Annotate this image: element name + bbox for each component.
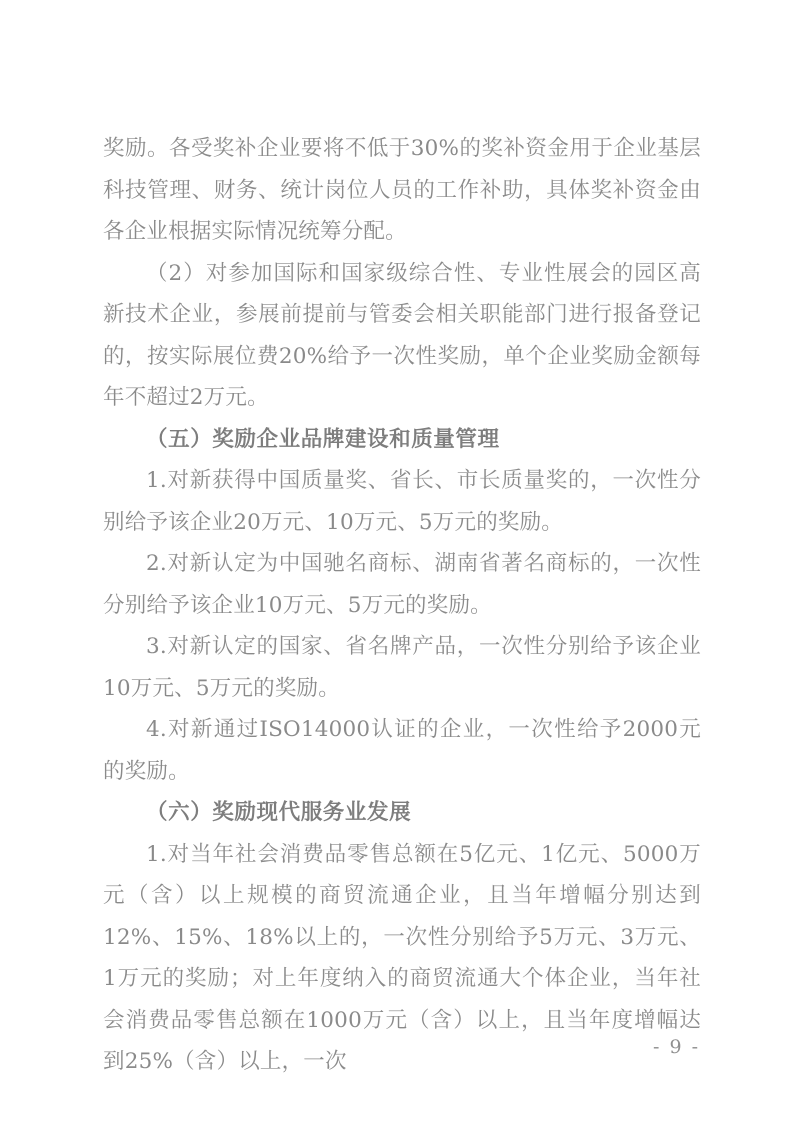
- paragraph-item-1-quality-award: 1.对新获得中国质量奖、省长、市长质量奖的，一次性分别给予该企业20万元、10万元、5万元的奖励。: [103, 468, 701, 535]
- section-heading-six: （六）奖励现代服务业发展: [146, 800, 412, 825]
- paragraph-item-4-iso14000: 4.对新通过ISO14000认证的企业，一次性给予2000元的奖励。: [103, 717, 701, 784]
- paragraph-item-2-trademark: 2.对新认定为中国驰名商标、湖南省著名商标的，一次性分别给予该企业10万元、5万元的奖励。: [103, 551, 701, 618]
- paragraph-item-1-retail-sales: 1.对当年社会消费品零售总额在5亿元、1亿元、5000万元（含）以上规模的商贸流通企业，且当年增幅分别达到12%、15%、18%以上的，一次性分别给予5万元、3万元、1万元的奖励；对上年度纳入的商贸流通大个体企业，当年社会消费品零售总额在1000万元（含）以上，且当年度增幅达到25%（含）以上，一次: [103, 841, 701, 1074]
- page-number: [0, 1036, 793, 1058]
- section-heading-five: （五）奖励企业品牌建设和质量管理: [146, 426, 500, 452]
- paragraph-continuation-awards: 奖励。各受奖补企业要将不低于30%的奖补资金用于企业基层科技管理、财务、统计岗位人员的工作补助，具体奖补资金由各企业根据实际情况统筹分配。: [103, 136, 701, 244]
- page-number-label: - 9 -: [652, 1036, 700, 1058]
- paragraph-item-2-exhibition: （2）对参加国际和国家级综合性、专业性展会的园区高新技术企业，参展前提前与管委会相关职能部门进行报备登记的，按实际展位费20%给予一次性奖励，单个企业奖励金额每年不超过2万元。: [103, 260, 701, 410]
- paragraph-item-3-famous-brand: 3.对新认定的国家、省名牌产品，一次性分别给予该企业10万元、5万元的奖励。: [103, 634, 701, 701]
- page-body: [103, 128, 701, 1083]
